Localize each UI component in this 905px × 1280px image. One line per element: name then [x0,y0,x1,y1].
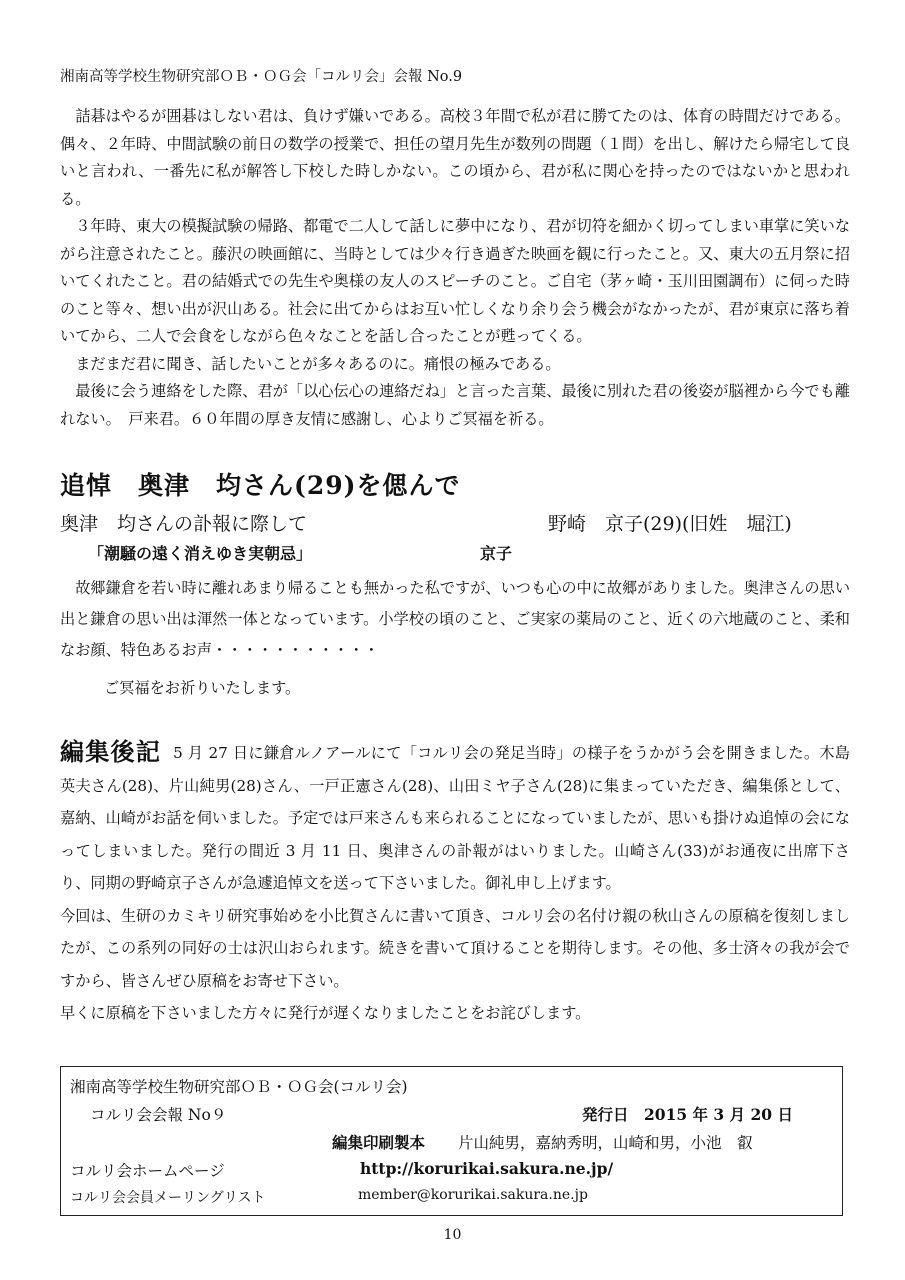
editor-paragraph: 今回は、生研のカミキリ研究事始めを小比賀さんに書いて頂き、コルリ会の名付け親の秋山さんの原稿を復刻しましたが、この系列の同好の士は沢山おられます。続きを書いて頂けることを期待します。その他、多士済々の我が会ですから、皆さんぜひ原稿をお寄せ下さい。 [60,906,850,990]
colophon-editors: 片山純男，嘉納秀明，山崎和男，小池 叡 [458,1134,753,1152]
essay-paragraph: 最後に会う連絡をした際、君が「以心伝心の連絡だね」と言った言葉、最後に別れた君の後姿が脳裡から今でも離れない。 戸来君。６０年間の厚き友情に感謝し、心よりご冥福を祈る。 [60,382,851,428]
colophon-issue: コルリ会会報 No９ [90,1106,227,1124]
page-number: 10 [443,1227,462,1243]
editor-paragraph: 早くに原稿を下さいました方々に発行が遅くなりましたことをお詫びします。 [60,1004,591,1022]
haiku-title: 「潮騒の遠く消えゆき実朝忌」 [88,544,313,563]
newsletter-header: 湘南高等学校生物研究部ＯＢ・ＯＧ会「コルリ会」会報 No.9 [60,69,463,85]
essay-paragraph: まだまだ君に聞き、話したいことが多々あるのに。痛恨の極みである。 [75,354,561,373]
condolence-line: ご冥福をお祈りいたします。 [104,679,301,697]
colophon-date: 発行日 2015 年 3 月 20 日 [582,1105,793,1124]
memorial-title: 追悼 奥津 均さん(29)を偲んで [60,471,461,500]
memorial-body [60,573,850,666]
editor-notes-title: 編集後記 [60,737,162,766]
colophon-ml-address[interactable]: member@korurikai.sakura.ne.jp [358,1187,588,1203]
colophon-homepage-label: コルリ会ホームページ [70,1162,225,1180]
memorial-paragraph: 故郷鎌倉を若い時に離れあまり帰ることも無かった私ですが、いつも心の中に故郷がありました。奥津さんの思い出と鎌倉の思い出は渾然一体となっています。小学校の頃のこと、ご実家の薬局のこと、近くの六地蔵のこと、柔和なお顔、特色あるお声・・・・・・・・・・・ [60,579,851,659]
memorial-author: 野崎 京子(29)(旧姓 堀江) [548,513,792,535]
colophon-homepage-url[interactable]: http://korurikai.sakura.ne.jp/ [360,1159,614,1178]
haiku-author: 京子 [480,544,513,563]
editor-notes [60,736,850,1030]
colophon-box [60,1066,843,1216]
editor-paragraph-text: 5 月 27 日に鎌倉ルノアールにて「コルリ会の発足当時」の様子をうかがう会を開きました。木島英夫さん(28)、片山純男(28)さん、一戸正憲さん(28)、山田ミヤ子さん(28)に集まっていただき、編集係として、嘉納、山崎がお話を伺いました。予定では戸来さんも来られることになっていましたが、思いも掛けぬ追悼の会になってしまいました。発行の間近 3 月 11 日、奥津さんの訃報がはいりました。山崎さん(33)がお通夜に出席下さり、同期の野崎京子さんが急遽追悼文を送って下さいました。御礼申し上げます。 [60,744,850,892]
essay-paragraph: 詰碁はやるが囲碁はしない君は、負けず嫌いである。高校３年間で私が君に勝てたのは、体育の時間だけである。偶々、２年時、中間試験の前日の数学の授業で、担任の望月先生が数列の問題（１問）を出し、解けたら帰宅して良いと言われ、一番先に私が解答し下校した時しかない。この頃から、君が私に関心を持ったのではないかと思われる。 [60,107,851,208]
essay-paragraph: ３年時、東大の模擬試験の帰路、都電で二人して話しに夢中になり、君が切符を細かく切ってしまい車掌に笑いながら注意されたこと。藤沢の映画館に、当時としては少々行き過ぎた映画を観に行ったこと。又、東大の五月祭に招いてくれたこと。君の結婚式での先生や奥様の友人のスピーチのこと。ご自宅（茅ヶ崎・玉川田園調布）に伺った時のこと等々、想い出が沢山ある。社会に出てからはお互い忙しくなり余り会う機会がなかったが、君が東京に落ち着いてから、二人で会食をしながら色々なことを話し合ったことが甦ってくる。 [60,217,851,345]
memorial-subtitle: 奥津 均さんの訃報に際して [60,513,308,535]
essay-body [60,103,850,433]
colophon-ml-label: コルリ会会員メーリングリスト [70,1190,266,1206]
editor-paragraph [60,736,850,900]
colophon-editors-label: 編集印刷製本 [332,1133,426,1152]
colophon-org: 湘南高等学校生物研究部ＯＢ・ＯＧ会(コルリ会) [70,1078,408,1096]
